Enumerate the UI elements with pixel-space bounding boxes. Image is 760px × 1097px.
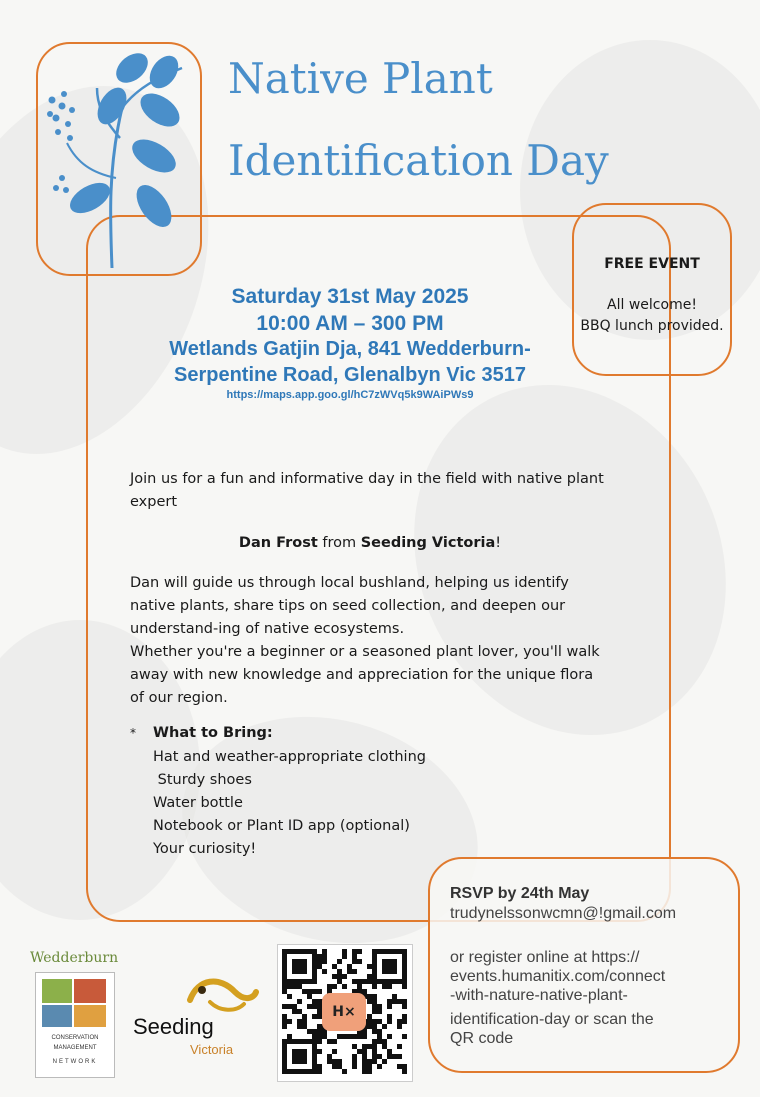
bring-item: Sturdy shoes — [153, 772, 252, 788]
logo-tile — [74, 1005, 106, 1027]
wedderburn-logo-title: Wedderburn — [30, 950, 119, 966]
bring-bullet: * — [130, 726, 136, 740]
rsvp-register-line: or register online at https:// — [450, 949, 640, 966]
humanitix-badge — [322, 993, 366, 1031]
intro-paragraph: Join us for a fun and informative day in the field with native plant expert — [130, 471, 604, 510]
victoria-logo-text: Victoria — [190, 1042, 234, 1057]
free-event-heading: FREE EVENT — [604, 256, 700, 272]
event-date: Saturday 31st May 2025 — [231, 285, 469, 308]
seeding-logo-text: Seeding — [133, 1014, 214, 1039]
free-event-line2: BBQ lunch provided. — [580, 318, 724, 334]
expert-org: Seeding Victoria — [360, 535, 496, 551]
rsvp-register-line: identification-day or scan the — [450, 1011, 654, 1028]
rsvp-heading: RSVP by 24th May — [450, 885, 590, 902]
free-event-line1: All welcome! — [607, 297, 697, 313]
wcmn-text: MANAGEMENT — [53, 1045, 97, 1051]
event-venue-line2: Serpentine Road, Glenalbyn Vic 3517 — [174, 364, 526, 386]
expert-from: from — [317, 535, 361, 551]
event-venue-line1: Wetlands Gatjin Dja, 841 Wedderburn- — [169, 338, 531, 360]
humanitix-badge-text: H× — [332, 1004, 356, 1020]
rsvp-register-line[interactable]: -with-nature-native-plant- — [450, 987, 628, 1004]
bring-item: Hat and weather-appropriate clothing — [153, 749, 426, 765]
expert-line — [130, 532, 610, 555]
event-time: 10:00 AM – 300 PM — [256, 312, 444, 335]
description-paragraph: Dan will guide us through local bushland, helping us identify native plants, share tips on seed collection, and deepen our understand-ing of native ecosystems. — [130, 575, 569, 637]
qr-code[interactable] — [277, 944, 413, 1082]
welcome-paragraph: Whether you're a beginner or a seasoned plant lover, you'll walk away with new knowledge and appreciation for the unique flora of our region. — [130, 644, 600, 706]
logo-tile — [42, 979, 72, 1003]
wcmn-text: NETWORK — [52, 1059, 98, 1065]
map-link[interactable]: https://maps.app.goo.gl/hC7zWVq5k9WAiPWs9 — [226, 389, 474, 401]
expert-exclaim: ! — [495, 535, 502, 551]
page-title-line1: Native Plant — [228, 54, 493, 103]
bring-item: Water bottle — [153, 795, 243, 811]
expert-name: Dan Frost — [238, 535, 318, 551]
logo-tile — [42, 1005, 72, 1027]
rsvp-register-line[interactable]: events.humanitix.com/connect — [450, 968, 666, 985]
page-title-line2: Identification Day — [228, 136, 609, 185]
bring-item: Your curiosity! — [153, 841, 257, 857]
free-event-frame — [572, 203, 732, 376]
wcmn-text: CONSERVATION — [51, 1035, 99, 1041]
wedderburn-logo — [35, 972, 115, 1078]
logo-tile — [74, 979, 106, 1003]
bring-heading: What to Bring: — [153, 725, 273, 741]
plant-illustration — [42, 48, 197, 270]
rsvp-register-line: QR code — [450, 1030, 514, 1047]
bring-item: Notebook or Plant ID app (optional) — [153, 818, 410, 834]
seeding-victoria-seed-icon — [180, 968, 260, 1018]
rsvp-email[interactable]: trudynelssonwcmn@!gmail.com — [450, 905, 677, 922]
